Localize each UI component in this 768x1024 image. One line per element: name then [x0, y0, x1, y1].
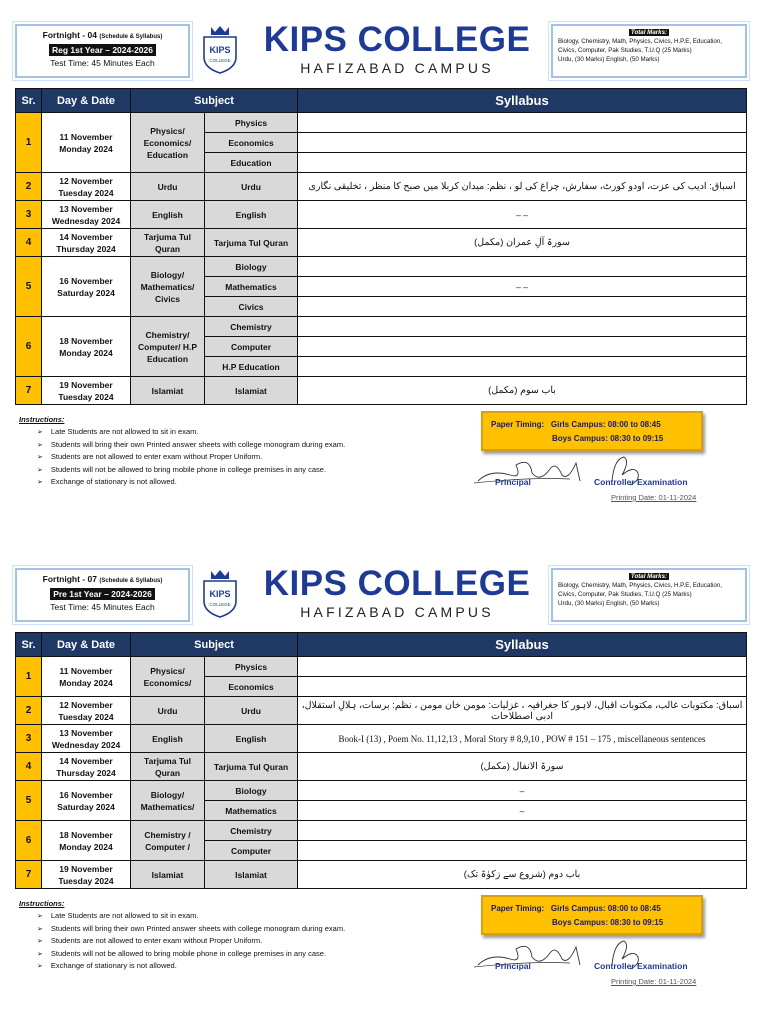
col-day-date: Day & Date	[42, 89, 131, 113]
subject-group: Chemistry/ Computer/ H.P Education	[131, 317, 205, 377]
college-brand	[247, 564, 547, 620]
instructions-title: Instructions:	[19, 899, 65, 908]
fortnight-title: Fortnight - 04 (Schedule & Syllabus)	[42, 30, 163, 40]
date-text: 12 November	[59, 699, 113, 710]
subject-name: Biology	[205, 257, 298, 277]
sheet-footer	[15, 889, 747, 994]
principal-signature-scribble	[470, 451, 600, 491]
day-text: Saturday 2024	[57, 287, 115, 298]
syllabus-cell	[298, 153, 747, 173]
exam-date	[42, 657, 131, 697]
exam-date	[42, 781, 131, 821]
day-text: Monday 2024	[59, 347, 113, 358]
date-text: 13 November	[59, 727, 113, 738]
table-row	[16, 113, 747, 133]
table-row	[16, 201, 747, 229]
marks-line-2: Urdu, (30 Marks) English, (50 Marks)	[558, 600, 660, 607]
col-day-date: Day & Date	[42, 633, 131, 657]
campus-name: HAFIZABAD CAMPUS	[300, 60, 494, 76]
syllabus-cell	[298, 337, 747, 357]
datesheet-pre-1st-year	[15, 566, 747, 994]
test-time: Test Time: 45 Minutes Each	[50, 602, 155, 612]
row-number: 6	[16, 821, 42, 861]
date-text: 16 November	[59, 789, 113, 800]
campus-name: HAFIZABAD CAMPUS	[300, 604, 494, 620]
syllabus-cell	[298, 317, 747, 337]
instruction-item: ➢ Exchange of stationary is not allowed.	[37, 476, 345, 489]
principal-signature	[470, 451, 600, 491]
kips-shield-logo	[201, 568, 239, 618]
date-text: 16 November	[59, 275, 113, 286]
exam-date	[42, 725, 131, 753]
row-number: 2	[16, 697, 42, 725]
date-text: 19 November	[59, 863, 113, 874]
subject-name: Mathematics	[205, 277, 298, 297]
total-marks-title: Total Marks:	[630, 29, 668, 36]
schedule-table	[15, 88, 747, 405]
instructions-title: Instructions:	[19, 415, 65, 424]
date-text: 11 November	[59, 131, 113, 142]
day-text: Tuesday 2024	[58, 391, 114, 402]
table-row	[16, 377, 747, 405]
date-text: 11 November	[59, 665, 113, 676]
day-text: Tuesday 2024	[58, 875, 114, 886]
day-text: Tuesday 2024	[58, 711, 114, 722]
subject-name: Urdu	[205, 173, 298, 201]
subject-group: English	[131, 725, 205, 753]
principal-signature-scribble	[470, 935, 600, 975]
exam-date	[42, 229, 131, 257]
girls-timing: Girls Campus: 08:00 to 08:45	[550, 904, 661, 913]
printing-date: Printing Date: 01-11-2024	[611, 493, 697, 502]
row-number: 1	[16, 657, 42, 697]
table-row	[16, 257, 747, 277]
day-text: Wednesday 2024	[51, 739, 121, 750]
syllabus-cell: Book-I (13) , Poem No. 11,12,13 , Moral Story # 8,9,10 , POW # 151 – 175 , miscellaneous sentences	[298, 725, 747, 753]
subject-name: Civics	[205, 297, 298, 317]
exam-date	[42, 113, 131, 173]
timing-label: Paper Timing:	[491, 904, 545, 913]
principal-label: Principal	[495, 477, 531, 487]
col-subject: Subject	[131, 633, 298, 657]
row-number: 4	[16, 229, 42, 257]
college-name: KIPS COLLEGE	[263, 20, 531, 59]
syllabus-cell	[298, 297, 747, 317]
instruction-item: ➢ Students will bring their own Printed answer sheets with college monogram during exam.	[37, 923, 345, 936]
subject-name: Islamiat	[205, 861, 298, 889]
paper-timing-box	[481, 895, 703, 935]
table-row	[16, 725, 747, 753]
subject-name: Tarjuma Tul Quran	[205, 753, 298, 781]
row-number: 3	[16, 725, 42, 753]
table-row	[16, 861, 747, 889]
day-text: Monday 2024	[59, 677, 113, 688]
table-row	[16, 229, 747, 257]
day-text: Thursday 2024	[56, 243, 116, 254]
subject-group: Biology/ Mathematics/	[131, 781, 205, 821]
subject-group: Physics/ Economics/	[131, 657, 205, 697]
fortnight-title: Fortnight - 07 (Schedule & Syllabus)	[42, 574, 163, 584]
timing-label: Paper Timing:	[491, 420, 545, 429]
instruction-item: ➢ Late Students are not allowed to sit in exam.	[37, 426, 345, 439]
date-text: 19 November	[59, 379, 113, 390]
row-number: 4	[16, 753, 42, 781]
instruction-item: ➢ Students will bring their own Printed answer sheets with college monogram during exam.	[37, 439, 345, 452]
syllabus-cell: –	[298, 801, 747, 821]
date-text: 14 November	[59, 231, 113, 242]
subject-name: Chemistry	[205, 821, 298, 841]
table-row	[16, 821, 747, 841]
datesheet-reg-1st-year	[15, 22, 747, 510]
instruction-item: ➢ Students are not allowed to enter exam without Proper Uniform.	[37, 935, 345, 948]
fortnight-info-box	[15, 568, 190, 622]
fortnight-info-box	[15, 24, 190, 78]
sheet-header	[15, 566, 747, 626]
sheet-footer	[15, 405, 747, 510]
date-text: 13 November	[59, 203, 113, 214]
syllabus-cell: سورۃ آلِ عمران (مکمل)	[298, 229, 747, 257]
instruction-item: ➢ Late Students are not allowed to sit in exam.	[37, 910, 345, 923]
instructions	[19, 899, 345, 973]
table-row	[16, 781, 747, 801]
subject-name: Physics	[205, 657, 298, 677]
date-text: 12 November	[59, 175, 113, 186]
controller-label: Controller Examination	[594, 961, 688, 971]
table-row	[16, 753, 747, 781]
paper-timing-box	[481, 411, 703, 451]
syllabus-cell: – –	[298, 277, 747, 297]
syllabus-cell: اسباق: مکتوبات غالب، مکتوبات اقبال، لاہور کا جغرافیہ ، غزلیات: مومن خان مومن ، نظم: برسات، ہلالِ استقلال، ادبی اصطلاحات	[298, 697, 747, 725]
subject-group: Tarjuma Tul Quran	[131, 229, 205, 257]
subject-name: Computer	[205, 337, 298, 357]
subject-group: Tarjuma Tul Quran	[131, 753, 205, 781]
svg-text:COLLEGE: COLLEGE	[209, 58, 231, 63]
col-syllabus: Syllabus	[298, 89, 747, 113]
subject-name: Education	[205, 153, 298, 173]
row-number: 2	[16, 173, 42, 201]
syllabus-cell	[298, 113, 747, 133]
subject-name: H.P Education	[205, 357, 298, 377]
subject-group: Biology/ Mathematics/ Civics	[131, 257, 205, 317]
row-number: 1	[16, 113, 42, 173]
exam-date	[42, 861, 131, 889]
subject-name: Islamiat	[205, 377, 298, 405]
syllabus-cell	[298, 677, 747, 697]
subject-name: Mathematics	[205, 801, 298, 821]
row-number: 3	[16, 201, 42, 229]
row-number: 7	[16, 861, 42, 889]
subject-group: English	[131, 201, 205, 229]
subject-group: Chemistry / Computer /	[131, 821, 205, 861]
marks-line-2: Urdu, (30 Marks) English, (50 Marks)	[558, 56, 660, 63]
printing-date: Printing Date: 01-11-2024	[611, 977, 697, 986]
subject-group: Islamiat	[131, 861, 205, 889]
syllabus-cell: سورۃ الانفال (مکمل)	[298, 753, 747, 781]
syllabus-cell	[298, 257, 747, 277]
instruction-item: ➢ Students will not be allowed to bring mobile phone in college premises in any case.	[37, 464, 345, 477]
col-syllabus: Syllabus	[298, 633, 747, 657]
total-marks-box	[551, 24, 747, 78]
instruction-item: ➢ Exchange of stationary is not allowed.	[37, 960, 345, 973]
exam-date	[42, 201, 131, 229]
class-year-badge: Reg 1st Year – 2024-2026	[49, 44, 156, 56]
controller-signature	[590, 935, 720, 975]
college-name: KIPS COLLEGE	[263, 564, 531, 603]
subject-group: Physics/ Economics/ Education	[131, 113, 205, 173]
subject-group: Islamiat	[131, 377, 205, 405]
date-text: 18 November	[59, 335, 113, 346]
table-row	[16, 173, 747, 201]
boys-timing: Boys Campus: 08:30 to 09:15	[552, 918, 664, 927]
test-time: Test Time: 45 Minutes Each	[50, 58, 155, 68]
syllabus-cell: باب سوم (مکمل)	[298, 377, 747, 405]
exam-date	[42, 257, 131, 317]
marks-line-1: Biology, Chemistry, Math, Physics, Civics, H.P.E, Education, Civics, Computer, Pak Studies, T.U.Q (25 Marks)	[558, 582, 723, 598]
subject-name: Computer	[205, 841, 298, 861]
subject-name: Economics	[205, 677, 298, 697]
table-row	[16, 697, 747, 725]
subject-name: English	[205, 201, 298, 229]
subject-name: Biology	[205, 781, 298, 801]
syllabus-cell	[298, 133, 747, 153]
subject-name: Physics	[205, 113, 298, 133]
exam-date	[42, 317, 131, 377]
syllabus-cell	[298, 821, 747, 841]
syllabus-cell: اسباق: ادیب کی عزت، اودو کورٹ، سفارش، چراغ کی لو ، نظم: میدان کربلا میں صبح کا منظر ، تخلیقی نگاری	[298, 173, 747, 201]
instructions	[19, 415, 345, 489]
day-text: Monday 2024	[59, 841, 113, 852]
subject-name: Chemistry	[205, 317, 298, 337]
col-sr: Sr.	[16, 89, 42, 113]
row-number: 6	[16, 317, 42, 377]
svg-text:COLLEGE: COLLEGE	[209, 602, 231, 607]
table-row	[16, 317, 747, 337]
syllabus-cell	[298, 841, 747, 861]
table-row	[16, 657, 747, 677]
subject-group: Urdu	[131, 697, 205, 725]
controller-label: Controller Examination	[594, 477, 688, 487]
day-text: Thursday 2024	[56, 767, 116, 778]
row-number: 5	[16, 257, 42, 317]
col-sr: Sr.	[16, 633, 42, 657]
class-year-badge: Pre 1st Year – 2024-2026	[50, 588, 155, 600]
sheet-header	[15, 22, 747, 82]
syllabus-cell: –	[298, 781, 747, 801]
college-brand	[247, 20, 547, 76]
syllabus-cell	[298, 657, 747, 677]
principal-signature	[470, 935, 600, 975]
subject-name: Economics	[205, 133, 298, 153]
syllabus-cell: – –	[298, 201, 747, 229]
boys-timing: Boys Campus: 08:30 to 09:15	[552, 434, 664, 443]
row-number: 5	[16, 781, 42, 821]
svg-text:KIPS: KIPS	[209, 45, 231, 55]
row-number: 7	[16, 377, 42, 405]
col-subject: Subject	[131, 89, 298, 113]
instruction-item: ➢ Students will not be allowed to bring mobile phone in college premises in any case.	[37, 948, 345, 961]
marks-line-1: Biology, Chemistry, Math, Physics, Civics, H.P.E, Education, Civics, Computer, Pak Studies, T.U.Q (25 Marks)	[558, 38, 723, 54]
day-text: Wednesday 2024	[51, 215, 121, 226]
syllabus-cell	[298, 357, 747, 377]
syllabus-cell: باب دوم (شروع سے زکوٰۃ تک)	[298, 861, 747, 889]
day-text: Monday 2024	[59, 143, 113, 154]
exam-date	[42, 821, 131, 861]
subject-name: English	[205, 725, 298, 753]
schedule-table	[15, 632, 747, 889]
exam-date	[42, 753, 131, 781]
subject-name: Tarjuma Tul Quran	[205, 229, 298, 257]
total-marks-box	[551, 568, 747, 622]
principal-label: Principal	[495, 961, 531, 971]
exam-date	[42, 697, 131, 725]
kips-shield-logo	[201, 24, 239, 74]
girls-timing: Girls Campus: 08:00 to 08:45	[550, 420, 661, 429]
day-text: Saturday 2024	[57, 801, 115, 812]
subject-name: Urdu	[205, 697, 298, 725]
date-text: 18 November	[59, 829, 113, 840]
day-text: Tuesday 2024	[58, 187, 114, 198]
date-text: 14 November	[59, 755, 113, 766]
controller-signature	[590, 451, 720, 491]
total-marks-title: Total Marks:	[630, 573, 668, 580]
exam-date	[42, 173, 131, 201]
exam-date	[42, 377, 131, 405]
instruction-item: ➢ Students are not allowed to enter exam without Proper Uniform.	[37, 451, 345, 464]
svg-text:KIPS: KIPS	[209, 589, 231, 599]
subject-group: Urdu	[131, 173, 205, 201]
